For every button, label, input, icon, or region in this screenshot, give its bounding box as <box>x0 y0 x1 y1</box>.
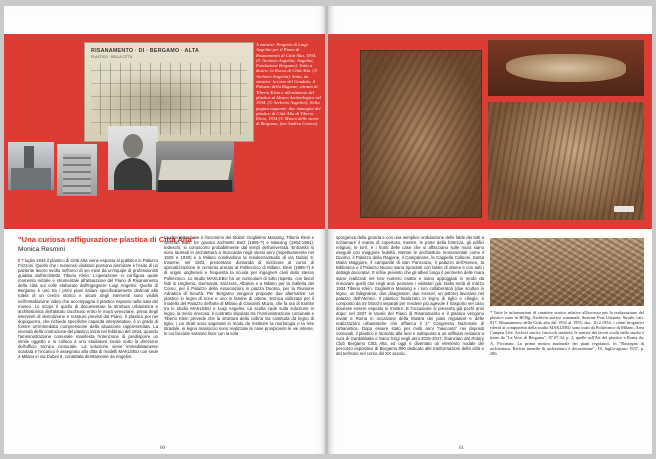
model-aerial-photo <box>490 238 644 306</box>
right-page <box>328 6 652 454</box>
left-page <box>4 6 326 454</box>
model-detail-photo <box>360 50 482 218</box>
model-closeup-photo <box>488 102 644 220</box>
text-column-3: sporgenza della gronda e con una semplice ondulazione delle falde dei tetti a richiamare il manto di copertura, mentre, le porte della fortezza, gli edifici religiosi, le torri, e i fronti delle case che si affacciano sulle mura siano eseguiti con maggiore fedeltà. Mentre le architetture monumentali come il Duomo, il Palazzo della Ragione, il Campanone, la Cappella Colleoni, Santa Maria Maggiore, il campanile di San Pancrazio, il palazzo dell'Ateneo, la Biblioteca e il Palazzo Nuovo siano riprodotti con lastre di ottone e con tutti i dettagli decorativi. E infine previsto che gli alberi lungo il perimetro delle mura siano realizzati nel loro numero esatto e siano appoggiati in modo da rinnovare quelli che negli anni pensano i visitatori già. Dalla metà di marzo 1934 Tiberio Klein, Guglielmo Massing e i loro collaboratori (due scultori in legno, un falegname, due disegnatori, due incisori, un pittore) lavorano nel palazzo dell'Ateneo. Il plastico finalizzato in legno di tiglio e ciliegio, è composto da tre blocchi separati per rendere più agevole il trasporto nel caso dovesse essere esposto in mostre. E l'occasione si presenta già pochi anni dopo: nel 1937 le tavole del Piano di Risanamento e il plastico vengono inviati a Roma in occasione della Mostra dei piani regolatori e delle realizzazioni urbanistiche che affianca il 1° Congresso Nazionale di Urbanistica. Dopo essere stato per molti anni "nascosto" nei depositi comunali, il plastico è ritornato alla luce e sottoposto a un raffinato restauro a cura di Gardabitalia e Sano Grigi negli anni 2016-2017, finanziato dal Rotary Club Bergamo Città Alta, ed oggi è diventato un elemento nodale del percorso espositivo di Bergamo 900 dedicato alle trasformazioni della città e del territorio nel corso del XX secolo. <box>336 235 484 357</box>
museum-photo <box>156 142 234 192</box>
text-column-1-body: l 7 luglio 1934 il plastico di Città Alta viene esposto al pubblico in Palazzo Frizzoni. Quello che i numerosi visitatori possono ammirare è l'esito di un paziente lavoro svolto nell'arco di sei mesi da un'équipe di professionisti guidata dall'architetto Tiberio Klein. L'operazione si configura quale momento iniziale e strumentale all'attuazione del Piano di Risanamento della città sul colle elaborato dall'ingegnere Luigi Angelini. Quello di Bergamo è uno tra i primi piani italiani specificatamente dedicati alla tutela di un centro storico e alcuni degli interventi sono visibili nell'installazione video che accompagna il plastico esposto nella sala del museo. Lo scopo è quello di documentare la struttura urbanistica e architettonica dell'abitato racchiuso entro le mura veneziane, prima degli interventi di demolizione e restauro previsti dal Piano. Il plastico poi nel dopoguerra, che richiede specifiche capacità interpretative, è in grado di fornire un'immediata comprensione della situazione rappresentata. La vicenda della costruzione del plastico inizia nel febbraio del 1934, quando l'amministrazione comunale manifesta l'intenzione di predisporre un simile oggetto e lo colloca a uno studiatore locale sotto la direzione dell'ufficio tecnico comunale. La soluzione viene immediatamente scartata e l'incarico è assegnato alla ditta di modelli MAKLEBU con sede a Milano in via Dubini 9, contattata direttamente da Angelini. <box>18 258 158 360</box>
archive-sheet-subheading: PLASTICO · DELLA CITTÀ <box>91 55 133 59</box>
dropcap: I <box>18 258 20 263</box>
model-overview-photo <box>488 40 644 96</box>
building-photo <box>57 144 97 196</box>
article-author: Monica Resmini <box>18 246 65 253</box>
tower-photo <box>8 142 54 190</box>
magazine-spread <box>4 6 652 454</box>
archive-sheet-heading: RISANAMENTO · DI · BERGAMO · ALTA <box>91 48 199 54</box>
page-number: 61 <box>459 446 464 451</box>
page-number: 60 <box>160 446 165 451</box>
archive-sheet-drawing <box>91 63 247 135</box>
article-title: "Una curiosa raffigurazione plastica di Città Alta" <box>18 235 196 244</box>
photo-caption: A sinistra: Progetto di Luigi Angelini per il Piano di Risanamento di Città Alta, 1934. (© Archivio Angelini; Angelini, Fondazione Bergamo). Sotto a destra: la Rocca di Città Alta. (© Archivio Angelini). Sotto, da sinistra: la torre del Gombito, il Palazzo della Ragione, ritratto di Tiberio Klein e allestimento del plastico al Museo Archeologico nel 1934. (© Archivio Angelini). Nella pagina seguente: due immagini del plastico di Città Alta di Tiberio Klein, 1934 (© Museo delle storie di Bergamo, foto Andrea Genovi). <box>256 42 322 127</box>
portrait-photo <box>108 126 158 190</box>
text-column-2: La denominazione è l'acronimo dei titolari: Guglielmo Massing, Tiberio Klein e German Butz, tre giovani architetti: Butz (1905-?) e Massing (1904-1981), tedeschi, si conoscono probabilmente dai tempi dell'università. Entrambi si sono laureati in architettura a Stoccarda negli stessi anni (rispettivamente nel 1929 e 1930) e a Milano condividono la residenza/studio di via Dubini 9. Insieme, nel 1933, presentano domanda di iscrizione al corso di specializzazione in cemento armato al Politecnico di Milano. Klein (1886-?) è di origini ungheresi e frequenta la scuola per ingegneri civili dello stesso Politecnico. Lo studio MAKLEBU ha un curriculum di tutto rispetto, con lavori fatti in Ungheria, Germania, Svizzera, Albania e a Milano per la Galleria del Corso, per il Palazzo della Associazioni in piazza Duomo, per la Riunione Adriatica di Sicurtà. Per Bergamo vengono proposte due alternative: un plastico in legno di noce e uno in lamine di ottone, tecnica utilizzata per il modello del Palazzo dell'arte di Milano di Giovanni Muzio, che fa ora di tramite tra lo studio MAKLEBU e Luigi Angelini. La scelta cade sulla soluzione in legno, la meno onerosa. Il contratto stipulato tra l'Amministrazione comunale e Tiberio Klein prevede che la struttura della collina sia costituita da legno di tiglio, i cui strati sono sagomati in modo da restituire la morfologia e la rete stradale, in legno massiccio sono realizzate le case prospicienti le vie interne, le cui facciate saranno lisce con la sola <box>164 235 314 337</box>
footnote-caption: * Tutte le informazioni di carattere storico relative all'accesso per la realizzazione del plastico sono in BCBg, Archivio storico comunale, Sezione Post Unitaria, Strade, cart. 817, Risanamento della Città alta dal 1932 al 1955, doc. 10.2.1934; i cenni biografici riferiti ai componenti della studio MAKLEBU sono tratti da Politecnico di Milano, Area Campus Life, Archivi storici, fascicoli studenti; le notizie dei lavori svolti dallo studio è tratto da "La Voce di Bergamo", 07.07.34, p. 2; quelle sull'Art del plastico a Roma da: A. Piccinato, La prima mostra nazionale dei piani regolatori, in "Rassegna di architettura. Rivista mensile di architettura e decorazione", 10, luglio-agosto 1937, p. 286. <box>490 310 644 356</box>
text-column-1 <box>18 258 158 448</box>
